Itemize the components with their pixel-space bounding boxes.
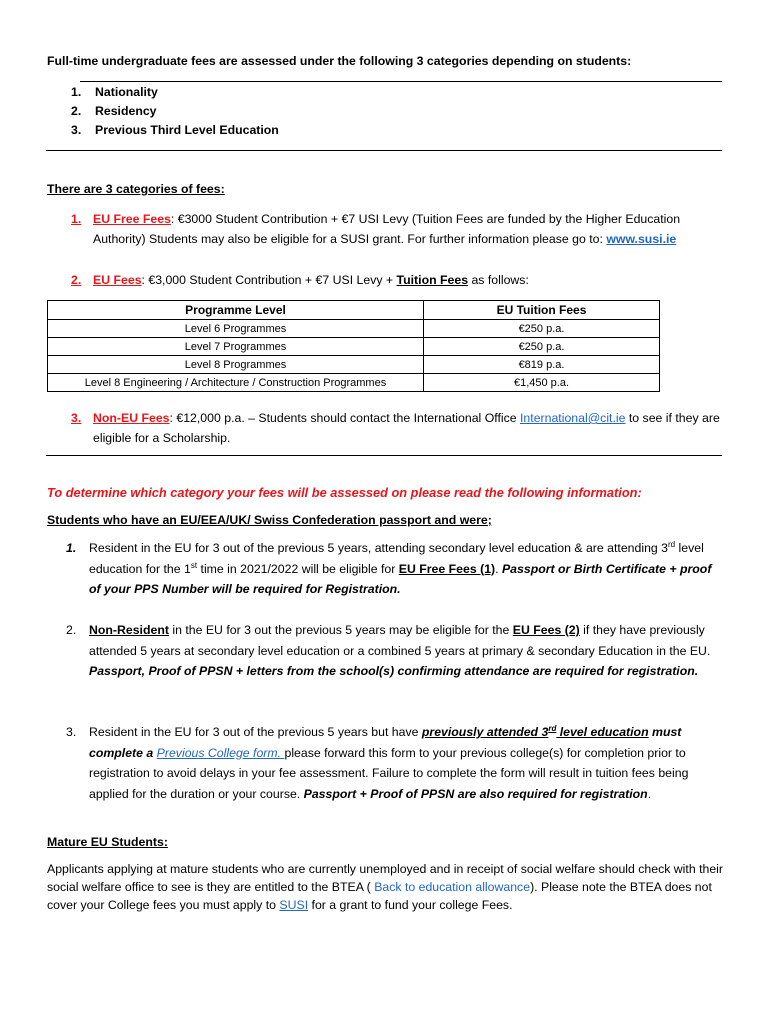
category-1: 1. EU Free Fees: €3000 Student Contribution + €7 USI Levy (Tuition Fees are funded by the Higher Education Authority) Students may also be eligible for a SUSI grant. For further information please go to: www.susi.ie [71, 212, 681, 246]
table-row: Level 8 Engineering / Architecture / Construction Programmes €1,450 p.a. [48, 374, 660, 392]
divider [46, 455, 722, 456]
mature-paragraph: Applicants applying at mature students who are currently unemployed and in receipt of social welfare should check with their social welfare office to see is they are entitled to the BTEA ( Back to education allowance). Please note the BTEA does not cover your College fees you must apply to SUSI for a grant to fund your college Fees. [47, 862, 724, 912]
category-2: 2. EU Fees: €3,000 Student Contribution + €7 USI Levy + Tuition Fees as follows: [71, 273, 529, 287]
eu-free-fees-title: EU Free Fees [93, 212, 171, 226]
table-row: Level 7 Programmes €250 p.a. [48, 338, 660, 356]
previous-college-form-link[interactable]: Previous College form. [156, 745, 285, 760]
categories-heading: There are 3 categories of fees: [47, 182, 225, 196]
non-eu-fees-title: Non-EU Fees [93, 411, 170, 425]
table-header-row: Programme Level EU Tuition Fees [48, 301, 660, 320]
table-row: Level 8 Programmes €819 p.a. [48, 356, 660, 374]
determine-subheading: Students who have an EU/EEA/UK/ Swiss Confederation passport and were; [47, 513, 492, 527]
btea-link[interactable]: Back to education allowance [374, 880, 531, 894]
rule-2: 2. Non-Resident in the EU for 3 out the previous 5 years may be eligible for the EU Fees (2) if they have previously attended 5 years at secondary level education or a combined 5 years at primary & secondary Education in the EU. Passport, Proof of PPSN + letters from the school(s) confirming attendance are required for registration. [66, 623, 711, 678]
table-row: Level 6 Programmes €250 p.a. [48, 320, 660, 338]
rule-3: 3. Resident in the EU for 3 out of the previous 5 years but have previously attended 3rd level education must complete a Previous College form. please forward this form to your previous college(s) for completion prior to registration to avoid delays in your fee assessment. Failure to complete the form will result in tuition fees being applied for the duration or your course. Passport + Proof of PPSN are also required for registration. [66, 723, 689, 801]
intro-list [71, 83, 746, 140]
international-email-link[interactable]: International@cit.ie [520, 411, 626, 425]
susi-text-link[interactable]: SUSI [279, 898, 309, 912]
divider [46, 150, 722, 151]
rule-1: 1. Resident in the EU for 3 out of the previous 5 years, attending secondary level education & are attending 3rd level education for the 1st time in 2021/2022 will be eligible for EU Free Fees (1). Passport or Birth Certificate + proof of your PPS Number will be required for Registration. [66, 539, 712, 596]
category-3: 3. Non-EU Fees: €12,000 p.a. – Students should contact the International Office International@cit.ie to see if they are eligible for a Scholarship. [71, 411, 720, 445]
mature-heading: Mature EU Students: [47, 835, 168, 849]
susi-link[interactable]: www.susi.ie [606, 232, 677, 246]
divider [80, 81, 722, 82]
fee-table [47, 300, 660, 392]
list-item: 2. Residency [71, 104, 157, 118]
intro-heading: Full-time undergraduate fees are assessed under the following 3 categories depending on students: [47, 54, 632, 68]
determine-heading: To determine which category your fees will be assessed on please read the following information: [47, 485, 642, 500]
list-item: 3. Previous Third Level Education [71, 123, 279, 137]
list-item: 1. Nationality [71, 85, 158, 99]
eu-fees-title: EU Fees [93, 273, 142, 287]
